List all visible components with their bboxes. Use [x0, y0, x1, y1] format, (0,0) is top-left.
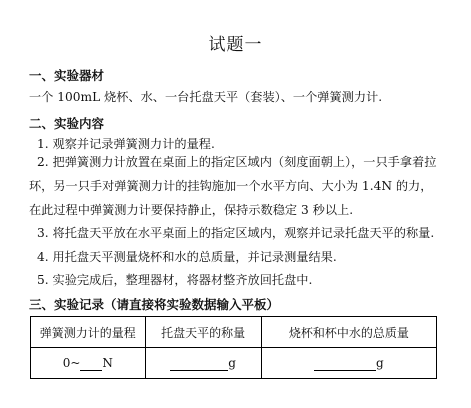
table-row — [31, 348, 437, 379]
step-1: 1. 观察并记录弹簧测力计的量程. — [37, 137, 215, 151]
range-prefix: 0~ — [62, 355, 81, 370]
step-2: 2. 把弹簧测力计放置在桌面上的指定区域内（刻度面朝上），一只手拿着拉环，另一只手对弹簧测力计的挂钩施加一个水平方向、大小为 1.4N 的力，在此过程中弹簧测力计要保持静止，保持示数稳定 3 秒以上. — [29, 155, 437, 217]
header-total-mass: 烧杯和杯中水的总质量 — [261, 317, 436, 348]
capacity-blank[interactable] — [170, 356, 228, 371]
cell-total-mass — [261, 348, 436, 379]
mass-unit: g — [376, 355, 384, 370]
cell-balance-capacity — [145, 348, 261, 379]
record-table — [30, 316, 437, 379]
cell-spring-range — [31, 348, 146, 379]
section3-heading: 三、实验记录（请直接将实验数据输入平板） — [29, 297, 280, 312]
mass-blank[interactable] — [314, 356, 376, 371]
equipment-text: 一个 100mL 烧杯、水、一台托盘天平（套装）、一个弹簧测力计. — [29, 90, 383, 104]
page-title: 试题一 — [208, 35, 263, 55]
range-unit: N — [102, 355, 113, 370]
step-4: 4. 用托盘天平测量烧杯和水的总质量，并记录测量结果. — [37, 250, 337, 264]
capacity-unit: g — [228, 355, 236, 370]
step-3: 3. 将托盘天平放在水平桌面上的指定区域内，观察并记录托盘天平的称量. — [37, 226, 435, 240]
range-blank[interactable] — [80, 356, 102, 371]
section2-heading: 二、实验内容 — [29, 116, 105, 131]
header-balance-capacity: 托盘天平的称量 — [145, 317, 261, 348]
section1-heading: 一、实验器材 — [29, 68, 105, 83]
step-5: 5. 实验完成后，整理器材，将器材整齐放回托盘中. — [37, 273, 313, 287]
table-header-row — [31, 317, 437, 348]
header-spring-range: 弹簧测力计的量程 — [31, 317, 146, 348]
